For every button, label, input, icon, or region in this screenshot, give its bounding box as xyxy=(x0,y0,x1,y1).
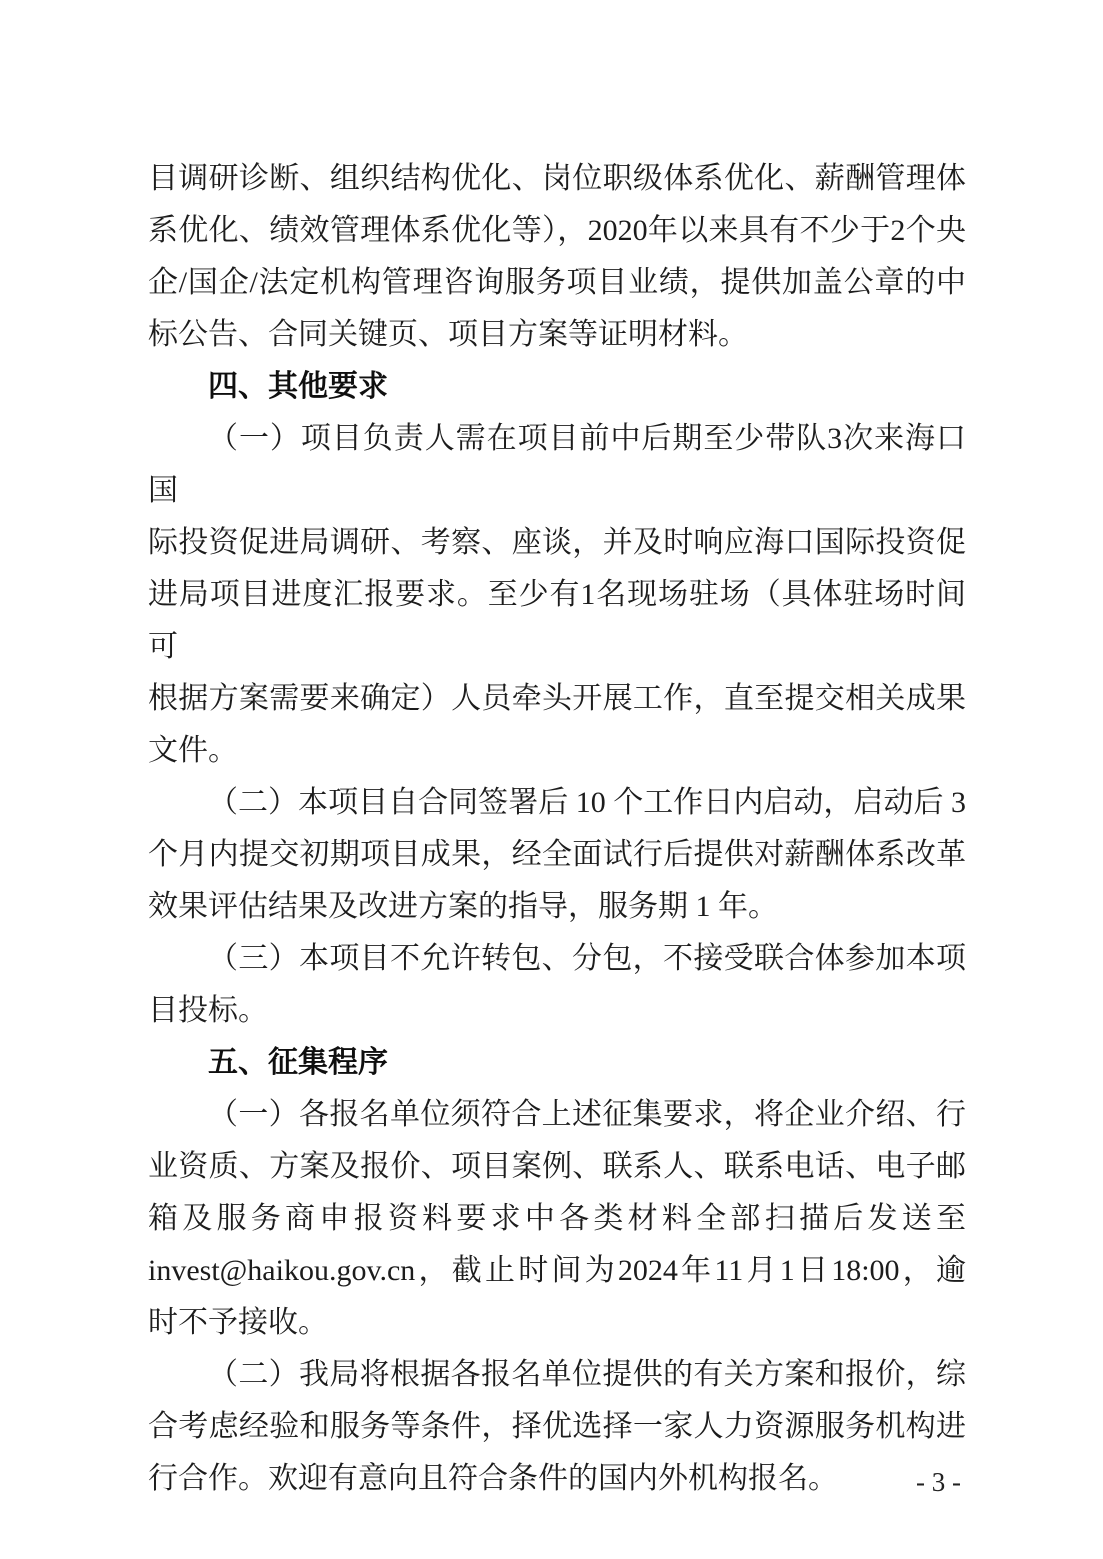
text-line: 企/国企/法定机构管理咨询服务项目业绩，提供加盖公章的中 xyxy=(148,266,966,299)
text-line: （一）项目负责人需在项目前中后期至少带队3次来海口国 xyxy=(148,422,966,507)
text-line: （一）各报名单位须符合上述征集要求，将企业介绍、行 xyxy=(208,1098,966,1131)
text-line: （二）我局将根据各报名单位提供的有关方案和报价，综 xyxy=(208,1358,966,1391)
text-line: 行合作。欢迎有意向且符合条件的国内外机构报名。 xyxy=(148,1462,838,1495)
text-line: （二）本项目自合同签署后 10 个工作日内启动，启动后 3 xyxy=(208,786,966,819)
text-line: 进局项目进度汇报要求。至少有1名现场驻场（具体驻场时间可 xyxy=(148,578,966,663)
text-line: 系优化、绩效管理体系优化等），2020年以来具有不少于2个央 xyxy=(148,214,966,247)
paragraph-other-requirements-3 xyxy=(148,933,966,1037)
text-line: 际投资促进局调研、考察、座谈，并及时响应海口国际投资促 xyxy=(148,526,966,559)
page-number: - 3 - xyxy=(916,1467,961,1497)
text-line: 目投标。 xyxy=(148,994,268,1027)
paragraph-procedure-1 xyxy=(148,1089,966,1349)
text-line: （三）本项目不允许转包、分包，不接受联合体参加本项 xyxy=(208,942,966,975)
text-line: 箱及服务商申报资料要求中各类材料全部扫描后发送至 xyxy=(148,1202,966,1235)
text-line: invest@haikou.gov.cn，截止时间为2024年11月1日18:00，逾 xyxy=(148,1254,966,1287)
text-line: 业资质、方案及报价、项目案例、联系人、联系电话、电子邮 xyxy=(148,1150,966,1183)
paragraph-qualification-requirements xyxy=(148,153,966,361)
paragraph-other-requirements-2 xyxy=(148,777,966,933)
section-heading-other-requirements: 四、其他要求 xyxy=(208,370,388,403)
text-line: 个月内提交初期项目成果，经全面试行后提供对薪酬体系改革 xyxy=(148,838,966,871)
paragraph-other-requirements-1 xyxy=(148,413,966,777)
section-heading-collection-procedure: 五、征集程序 xyxy=(208,1046,388,1079)
paragraph-procedure-2 xyxy=(148,1349,966,1505)
text-line: 标公告、合同关键页、项目方案等证明材料。 xyxy=(148,318,748,351)
text-line: 根据方案需要来确定）人员牵头开展工作，直至提交相关成果 xyxy=(148,682,966,715)
document-body xyxy=(148,153,966,1505)
text-line: 时不予接收。 xyxy=(148,1306,328,1339)
text-line: 文件。 xyxy=(148,734,238,767)
text-line: 合考虑经验和服务等条件，择优选择一家人力资源服务机构进 xyxy=(148,1410,966,1443)
text-line: 效果评估结果及改进方案的指导，服务期 1 年。 xyxy=(148,890,778,923)
text-line: 目调研诊断、组织结构优化、岗位职级体系优化、薪酬管理体 xyxy=(148,162,966,195)
